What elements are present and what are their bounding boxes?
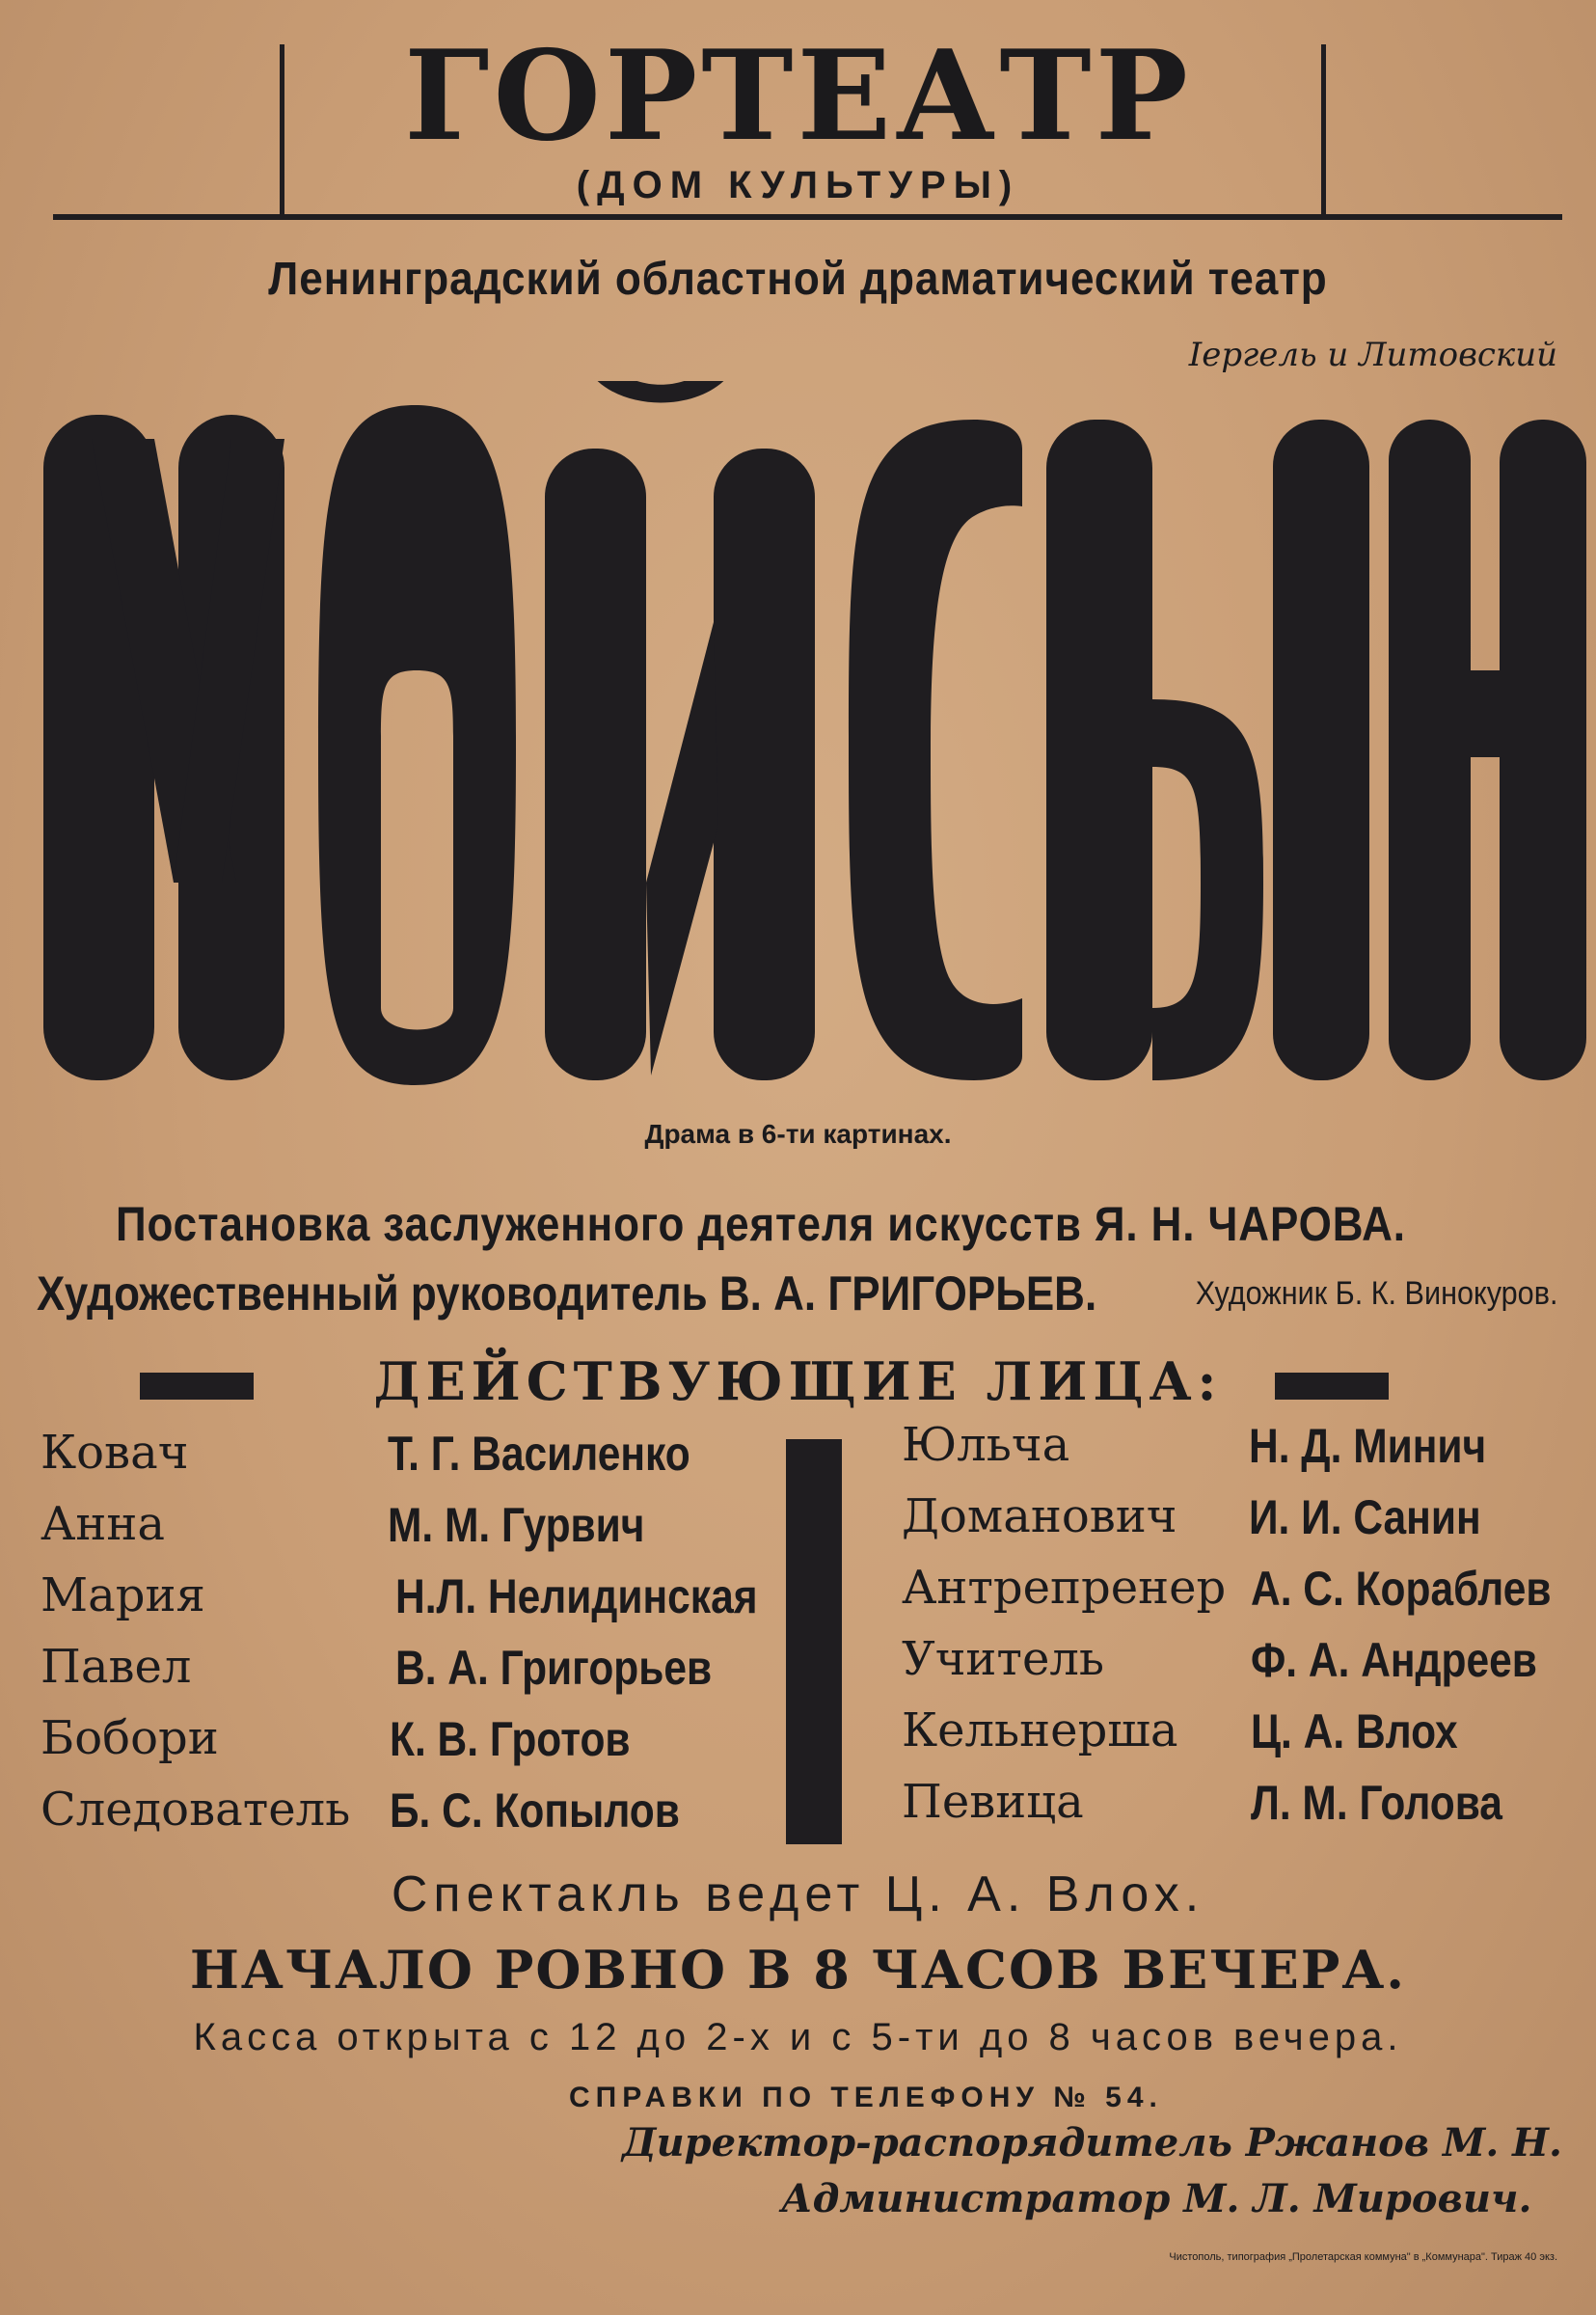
cast-row — [41, 1568, 773, 1640]
cast-actor: М. М. Гурвич — [388, 1498, 645, 1552]
printer-imprint: Чистополь, типография „Пролетарская коммуна" в „Коммунара". Тираж 40 экз. — [1169, 2251, 1557, 2263]
artist-credit: Художник Б. К. Винокуров. — [1195, 1275, 1557, 1312]
playwrights: Iергель и Литовский — [1188, 336, 1557, 374]
cast-row — [902, 1561, 1567, 1632]
cast-actor: Т. Г. Василенко — [388, 1427, 690, 1481]
cast-row — [902, 1632, 1567, 1703]
administrator-line: Администратор М. Л. Мирович. — [781, 2176, 1532, 2221]
play-genre: Драма в 6-ти картинах. — [644, 1119, 952, 1149]
cast-role: Мария — [41, 1568, 205, 1622]
cast-actor: К. В. Гротов — [390, 1712, 631, 1766]
cast-row — [902, 1775, 1567, 1846]
cast-column-right — [902, 1418, 1567, 1846]
cast-actor: А. С. Кораблев — [1251, 1562, 1552, 1616]
play-title-lettering — [0, 381, 1596, 1095]
cast-actor: Н. Д. Минич — [1249, 1419, 1487, 1473]
box-office-hours: Касса открыта с 12 до 2-х и с 5-ти до 8 часов вечера. — [193, 2016, 1403, 2058]
cast-actor: Б. С. Копылов — [390, 1784, 680, 1838]
venue-subtitle: (ДОМ КУЛЬТУРЫ) — [576, 164, 1020, 206]
cast-role: Антрепренер — [902, 1561, 1227, 1615]
center-divider-bar — [786, 1439, 842, 1844]
cast-row — [41, 1711, 773, 1783]
cast-actor: Л. М. Голова — [1251, 1776, 1502, 1830]
cast-row — [902, 1489, 1567, 1561]
artistic-director-credit: Художественный руководитель В. А. ГРИГОРЬЕВ. — [37, 1266, 1097, 1321]
cast-role: Ковач — [41, 1426, 189, 1480]
cast-row — [902, 1418, 1567, 1489]
cast-role: Учитель — [902, 1632, 1104, 1686]
phone-info: СПРАВКИ ПО ТЕЛЕФОНУ № 54. — [569, 2082, 1163, 2113]
start-time-line: НАЧАЛО РОВНО В 8 ЧАСОВ ВЕЧЕРА. — [189, 1939, 1407, 2001]
cast-role: Певица — [902, 1775, 1084, 1829]
venue-title: ГОРТЕАТР — [404, 24, 1192, 169]
cast-row — [41, 1783, 773, 1854]
cast-heading: ДЕЙСТВУЮЩИЕ ЛИЦА: — [373, 1350, 1223, 1412]
cast-role: Бобори — [41, 1711, 219, 1765]
staging-credit: Постановка заслуженного деятеля искусств Я. Н. ЧАРОВА. — [116, 1197, 1406, 1251]
cast-role: Кельнерша — [902, 1703, 1178, 1757]
header-bottom-rule — [53, 214, 1562, 220]
cast-role: Павел — [41, 1640, 192, 1694]
cast-column-left — [41, 1426, 773, 1854]
play-title — [0, 381, 1596, 1095]
cast-role: Анна — [41, 1497, 165, 1551]
theatre-name: Ленинградский областной драматический театр — [268, 254, 1328, 305]
cast-actor: В. А. Григорьев — [395, 1641, 713, 1695]
cast-actor: Ф. А. Андреев — [1251, 1633, 1537, 1687]
cast-row — [41, 1640, 773, 1711]
cast-row — [41, 1426, 773, 1497]
cast-row — [41, 1497, 773, 1568]
cast-actor: И. И. Санин — [1249, 1490, 1481, 1544]
stage-manager-line: Спектакль ведет Ц. А. Влох. — [391, 1866, 1205, 1922]
cast-role: Юльча — [902, 1418, 1070, 1472]
director-signature-line: Директор-распорядитель Ржанов М. Н. — [622, 2120, 1562, 2165]
cast-role: Доманович — [902, 1489, 1177, 1543]
cast-row — [902, 1703, 1567, 1775]
cast-actor: Ц. А. Влох — [1251, 1704, 1458, 1758]
cast-actor: Н.Л. Нелидинская — [395, 1569, 758, 1623]
cast-role: Следователь — [41, 1783, 351, 1837]
